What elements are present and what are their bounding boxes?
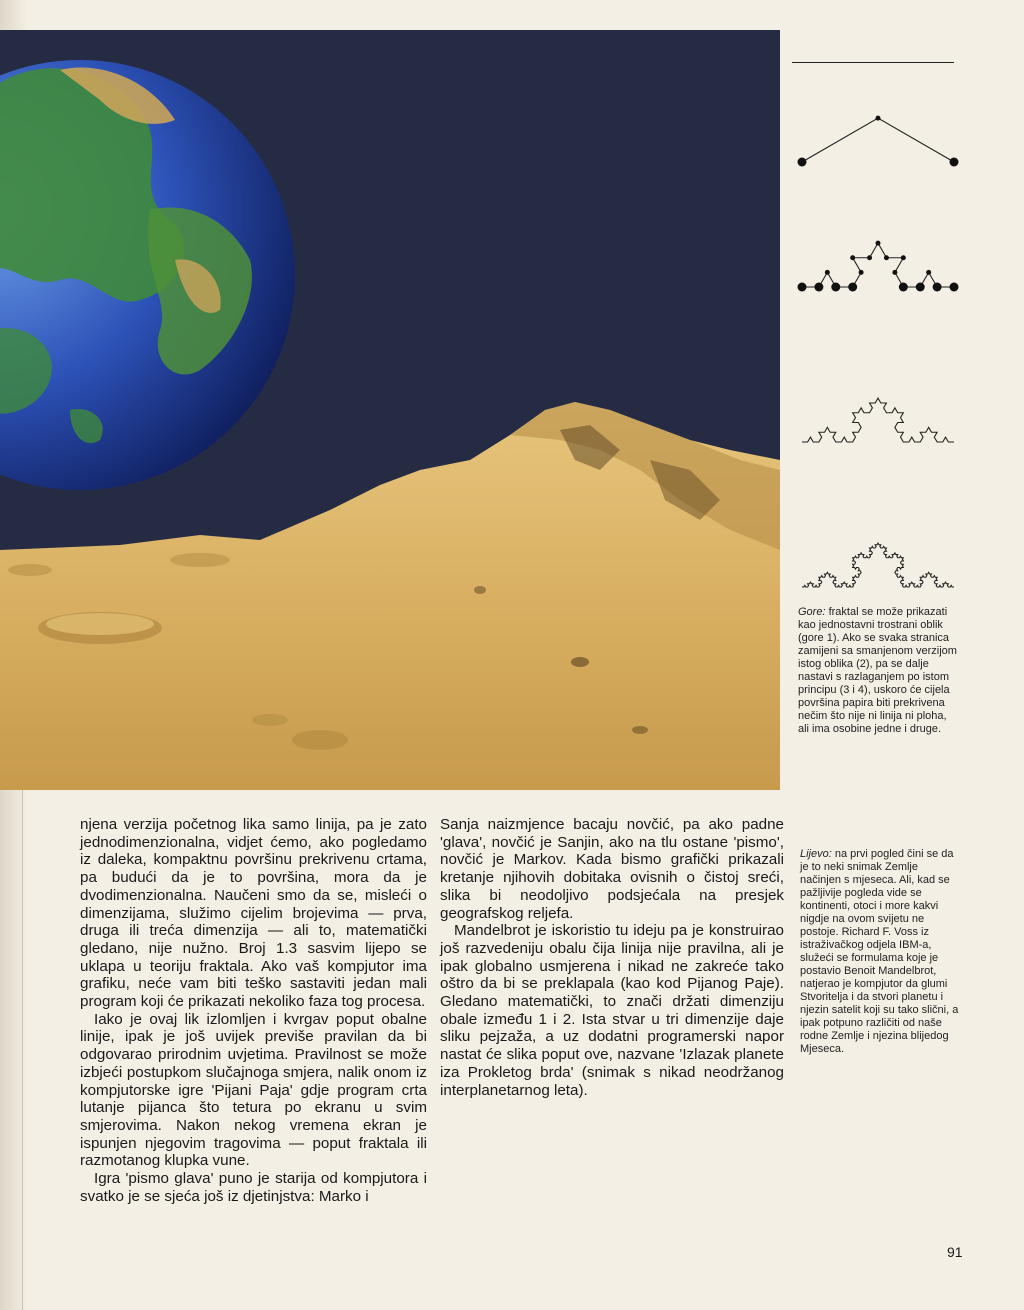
koch-stage-3 bbox=[802, 398, 954, 442]
koch-vertex-dot bbox=[825, 270, 830, 275]
fractal-planet-illustration bbox=[0, 30, 780, 790]
paragraph: Igra 'pismo glava' puno je starija od kompjutora i svatko je se sjeća još iz djetinjstva: Marko i bbox=[80, 1170, 427, 1205]
koch-vertex-dot bbox=[933, 283, 942, 292]
koch-vertex-dot bbox=[876, 116, 881, 121]
caption-top-text: fraktal se može prikazati kao jednostavni trostrani oblik (gore 1). Ako se svaka stranica zamijeni sa smanjenom verzijom istog oblika (2), pa se dalje nastavi s razlaganjem po istom principu (3 i 4), uskoro će cijela površina papira biti prekrivena nečim što nije ni linija ni ploha, ali ima osobine jedne i druge. bbox=[798, 606, 957, 735]
caption-left-text: na prvi pogled čini se da je to neki snimak Zemlje načinjen s mjeseca. Ali, kad se pažljivije pogleda vide se kontinenti, otoci i more kakvi nigdje na ovom svijetu ne postoje. Richard F. Voss iz istraživačkog odjela IBM-a, služeći se formulama koje je postavio Benoit Mandelbrot, natjerao je kompjutor da glumi Stvoritelja i da stvori planetu i njezin satelit koji su tako slični, a ipak potpuno različiti od naše rodne Zemlje i njezina blijedog Mjeseca. bbox=[800, 848, 959, 1055]
koch-vertex-dot bbox=[884, 255, 889, 260]
koch-vertex-dot bbox=[798, 283, 807, 292]
caption-top bbox=[798, 606, 958, 736]
koch-stages-svg bbox=[792, 62, 964, 602]
koch-vertex-dot bbox=[850, 255, 855, 260]
koch-vertex-dot bbox=[950, 158, 959, 167]
koch-vertex-dot bbox=[892, 270, 897, 275]
koch-vertex-dot bbox=[901, 255, 906, 260]
koch-vertex-dot bbox=[814, 283, 823, 292]
caption-left-lead: Lijevo: bbox=[800, 848, 832, 860]
koch-vertex-dot bbox=[859, 270, 864, 275]
caption-left bbox=[800, 848, 962, 1056]
koch-vertex-dot bbox=[899, 283, 908, 292]
panel-rule bbox=[792, 62, 954, 63]
koch-vertex-dot bbox=[926, 270, 931, 275]
page-number: 91 bbox=[947, 1244, 963, 1260]
koch-vertex-dot bbox=[916, 283, 925, 292]
article-column-2 bbox=[440, 816, 784, 1099]
paragraph: Iako je ovaj lik izlomljen i kvrgav poput obalne linije, ipak je još uvijek previše pravilan da bi odgovarao prirodnim uvjetima. Pravilnost se može izbjeći postupkom slučajnoga smjera, nalik onom iz kompjutorske igre 'Pijani Paja' gdje program crta lutanje pijanca što tetura po ekranu u svim smjerovima. Nakon nekog vremena ekran je ispunjen njegovim tragovima — poput fraktala ili razmotanog klupka vune. bbox=[80, 1010, 427, 1170]
koch-stage-4 bbox=[802, 543, 954, 587]
koch-vertex-dot bbox=[950, 283, 959, 292]
koch-vertex-dot bbox=[876, 241, 881, 246]
koch-curve-diagram bbox=[792, 62, 964, 602]
koch-stage-1 bbox=[802, 118, 954, 162]
koch-vertex-dot bbox=[848, 283, 857, 292]
koch-vertex-dot bbox=[798, 158, 807, 167]
koch-stage-2 bbox=[802, 243, 954, 287]
paragraph: Mandelbrot je iskoristio tu ideju pa je konstruirao još razvedeniju obalu čija linija nije pravilna, ali je ipak globalno usmjerena i nikad ne zakreće tako oštro da bi se preklapala (kao kod Pijanog Paje). Gledano matematički, to znači držati dimenziju obale između 1 i 2. Ista stvar u tri dimenzije daje sliku pejzaža, a uz dodatni programerski napor nastat će slika poput ove, nazvane 'Izlazak planete iza Prokletog brda' (snimak s nikad neodržanog interplanetarnog leta). bbox=[440, 922, 784, 1099]
article-column-1 bbox=[80, 816, 427, 1205]
paragraph: njena verzija početnog lika samo linija, pa je zato jednodimenzionalna, vidjet ćemo, ako pogledamo iz daleka, kompaktnu površinu prekrivenu crtama, pa budući da je to površina, mora da je dvodimenzionalna. Naučeni smo da se, misleći o dimenzijama, služimo cijelim brojevima — prva, druga ili treća dimenzija — ali to, matematički gledano, nije nužno. Broj 1.3 sasvim lijepo se uklapa u teoriju fraktala. Ako vaš kompjutor ima grafiku, neće vam biti teško sastaviti jedan mali program koji će prikazati nekoliko faza tog procesa. bbox=[80, 816, 427, 1011]
caption-top-lead: Gore: bbox=[798, 606, 826, 618]
koch-vertex-dot bbox=[831, 283, 840, 292]
koch-vertex-dot bbox=[867, 255, 872, 260]
paragraph: Sanja naizmjence bacaju novčić, pa ako padne 'glava', novčić je Sanjin, ako na tlu ostane 'pismo', novčić je Markov. Kada bismo grafički prikazali kretanje njihovih dobitaka ovisnih o čistoj sreći, slika bi neodoljivo podsjećala na presjek geografskog reljefa. bbox=[440, 816, 784, 922]
